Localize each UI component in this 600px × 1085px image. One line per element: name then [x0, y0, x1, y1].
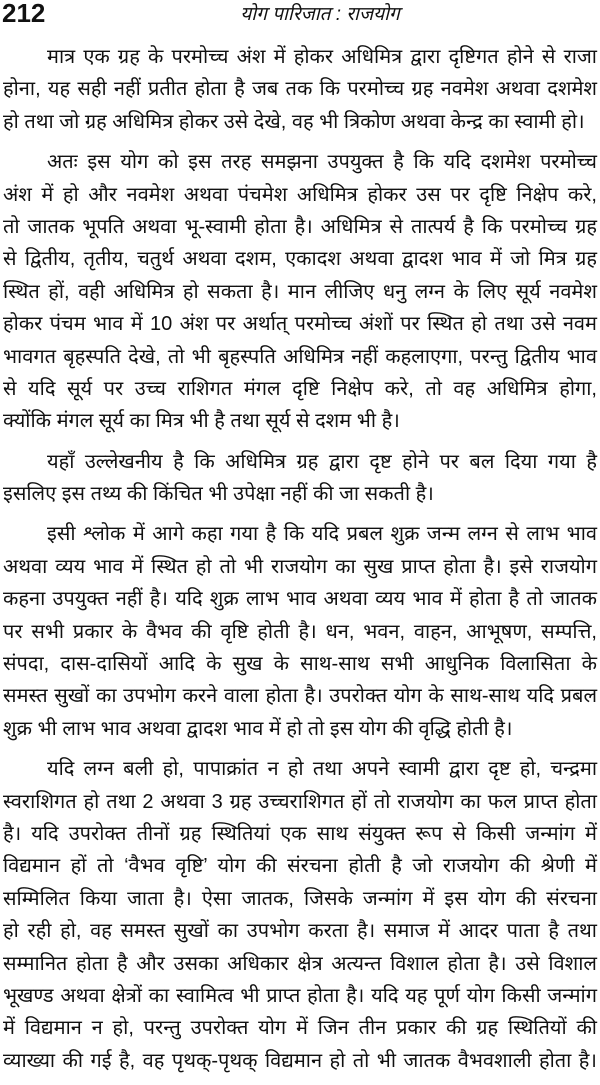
text-line: इसलिए इस तथ्य की किंचित भी उपेक्षा नहीं की जा सकती है।: [3, 483, 434, 506]
text-line: हो रही हो, वह समस्त सुखों का उपभोग करता है। समाज में आदर पाता है तथा: [3, 920, 597, 943]
text-line: यदि लग्न बली हो, पापाक्रांत न हो तथा अपने स्वामी द्वारा दृष्ट हो, चन्द्रमा: [47, 758, 597, 781]
text-line: भावगत बृहस्पति देखे, तो भी बृहस्पति अधिमित्र नहीं कहलाएगा, परन्तु द्वितीय भाव: [3, 345, 597, 368]
text-line: समस्त सुखों का उपभोग करने वाला होता है। उपरोक्त योग के साथ-साथ यदि प्रबल: [3, 685, 597, 708]
paragraph: [3, 41, 597, 138]
text-line: से यदि सूर्य पर उच्च राशिगत मंगल दृष्टि निक्षेप करे, तो वह अधिमित्र होगा,: [3, 377, 597, 400]
text-line: भूखण्ड अथवा क्षेत्रों का स्वामित्व भी प्राप्त होता है। यदि यह पूर्ण योग किसी जन्मांग: [3, 984, 597, 1007]
page-number: 212: [2, 0, 46, 28]
text-line: सम्मिलित किया जाता है। ऐसा जातक, जिसके जन्मांग में इस योग की संरचना: [3, 887, 597, 910]
text-line: स्वराशिगत हो तथा 2 अथवा 3 ग्रह उच्चराशिगत हों तो राजयोग का फल प्राप्त होता: [3, 790, 597, 813]
text-line: क्योंकि मंगल सूर्य का मित्र भी है तथा सूर्य से दशम भी है।: [3, 410, 400, 433]
text-line: शुक्र भी लाभ भाव अथवा द्वादश भाव में हो तो इस योग की वृद्धि होती है।: [3, 717, 513, 740]
text-line: होना, यह सही नहीं प्रतीत होता है जब तक कि परमोच्च ग्रह नवमेश अथवा दशमेश: [3, 78, 597, 101]
body-text: [3, 41, 597, 1085]
text-line: इसी श्लोक में आगे कहा गया है कि यदि प्रबल शुक्र जन्म लग्न से लाभ भाव: [47, 523, 597, 546]
text-line: अतः इस योग को इस तरह समझना उपयुक्त है कि यदि दशमेश परमोच्च: [47, 151, 597, 174]
paragraph: [3, 146, 597, 438]
text-line: हो तथा जो ग्रह अधिमित्र होकर उसे देखे, वह भी त्रिकोण अथवा केन्द्र का स्वामी हो।: [3, 110, 585, 133]
running-title: योग पारिजात : राजयोग: [240, 4, 400, 25]
text-line: स्थित हों, वही अधिमित्र हो सकता है। मान लीजिए धनु लग्न के लिए सूर्य नवमेश: [3, 280, 597, 303]
paragraph: [3, 753, 597, 1077]
text-line: सम्मानित होता है और उसका अधिकार क्षेत्र अत्यन्त विशाल होता है। उसे विशाल: [3, 952, 597, 975]
text-line: अंश में हो और नवमेश अथवा पंचमेश अधिमित्र होकर उस पर दृष्टि निक्षेप करे,: [3, 183, 597, 206]
text-line: होकर पंचम भाव में 10 अंश पर अर्थात् परमोच्च अंशों पर स्थित हो तथा उसे नवम: [3, 313, 597, 336]
text-line: मात्र एक ग्रह के परमोच्च अंश में होकर अधिमित्र द्वारा दृष्टिगत होने से राजा: [47, 46, 597, 68]
paragraph: [3, 446, 597, 511]
text-line: से द्वितीय, तृतीय, चतुर्थ अथवा दशम, एकादश अथवा द्वादश भाव में जो मित्र ग्रह: [3, 248, 597, 271]
text-line: व्याख्या की गई है, वह पृथक्-पृथक् विद्यमान हो तो भी जातक वैभवशाली होता है।: [3, 1049, 597, 1072]
text-line: है। यदि उपरोक्त तीनों ग्रह स्थितियां एक साथ संयुक्त रूप से किसी जन्मांग में: [3, 822, 597, 845]
text-line: विद्यमान हों तो ‘वैभव वृष्टि’ योग की संरचना होती है जो राजयोग की श्रेणी में: [3, 855, 597, 878]
text-line: तो जातक भूपति अथवा भू-स्वामी होता है। अधिमित्र से तात्पर्य है कि परमोच्च ग्रह: [3, 215, 597, 238]
text-line: अथवा व्यय भाव में स्थित हो तो भी राजयोग का सुख प्राप्त होता है। इसे राजयोग: [3, 555, 597, 578]
text-line: यहाँ उल्लेखनीय है कि अधिमित्र ग्रह द्वारा दृष्ट होने पर बल दिया गया है: [47, 450, 597, 473]
text-line: कहना उपयुक्त नहीं है। यदि शुक्र लाभ भाव अथवा व्यय भाव में होता है तो जातक: [3, 588, 597, 611]
paragraph: [3, 518, 597, 745]
text-line: में विद्यमान न हो, परन्तु उपरोक्त योग में जिन तीन प्रकार की ग्रह स्थितियों की: [3, 1017, 597, 1040]
text-line: संपदा, दास-दासियों आदि के सुख के साथ-साथ सभी आधुनिक विलासिता के: [3, 653, 597, 676]
text-line: पर सभी प्रकार के वैभव की वृष्टि होती है। धन, भवन, वाहन, आभूषण, सम्पत्ति,: [3, 620, 597, 643]
